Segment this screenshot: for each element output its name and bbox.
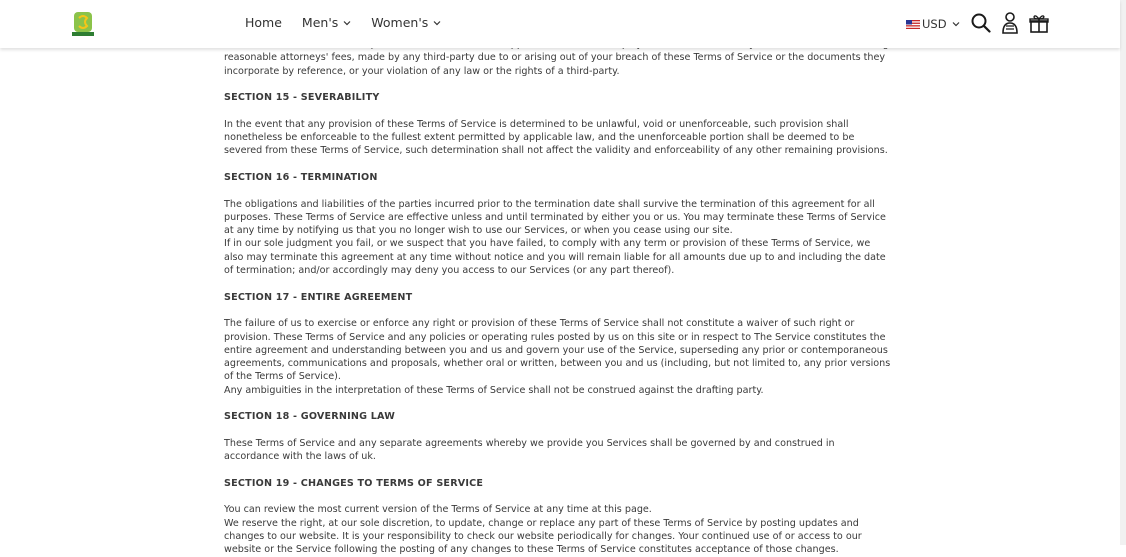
section-paragraph: We reserve the right, at our sole discretion, to update, change or replace any part of these Terms of Service by posting updates and changes to our website. It is your responsibility to check our website periodically for changes. Your continued use of or access to our website or the Service following the posting of any changes to these Terms of Service constitutes acceptance of those changes.: [224, 517, 862, 556]
nav-item-womens[interactable]: [371, 15, 441, 30]
site-header: [0, 0, 1120, 48]
nav-item-mens[interactable]: [302, 15, 351, 30]
section-paragraph: If in our sole judgment you fail, or we suspect that you have failed, to comply with any term or provision of these Terms of Service, we also may terminate this agreement at any time without notice and you will remain liable for all amounts due up to and including the date of termination; and/or accordingly may deny you access to our Services (or any part thereof).: [224, 238, 886, 277]
section-heading: SECTION 19 - CHANGES TO TERMS OF SERVICE: [224, 477, 484, 489]
section-paragraph: In the event that any provision of these Terms of Service is determined to be unlawful, void or unenforceable, such provision shall nonetheless be enforceable to the fullest extent permitted by applicable law, and the unenforceable portion shall be deemed to be severed from these Terms of Service, such determination shall not affect the validity and enforceability of any other remaining provisions.: [224, 118, 888, 157]
chevron-down-icon: [343, 19, 351, 27]
main-nav: [245, 15, 461, 30]
currency-label: USD: [922, 17, 947, 31]
user-icon[interactable]: [1001, 11, 1019, 35]
gift-icon[interactable]: [1029, 14, 1049, 34]
chevron-down-icon: [952, 20, 960, 28]
section-paragraph: Any ambiguities in the interpretation of these Terms of Service shall not be construed against the drafting party.: [224, 384, 764, 396]
brand-logo[interactable]: [70, 10, 96, 38]
section-heading: SECTION 16 - TERMINATION: [224, 171, 378, 183]
section-paragraph: The failure of us to exercise or enforce any right or provision of these Terms of Service shall not constitute a waiver of such right or provision. These Terms of Service and any policies or operating rules posted by us on this site or in respect to The Service constitutes the entire agreement and understanding between you and us and govern your use of the Service, superseding any prior or contemporaneous agreements, communications and proposals, whether oral or written, between you and us (including, but not limited to, any prior versions of the Terms of Service).: [224, 318, 891, 383]
nav-item-label: Women's: [371, 15, 429, 30]
us-flag-icon: [906, 20, 920, 29]
section-paragraph: reasonable attorneys' fees, made by any third-party due to or arising out of your breach of these Terms of Service or the documents they incorporate by reference, or your violation of any law or the rights of a third-party.: [224, 52, 886, 77]
chevron-down-icon: [433, 19, 441, 27]
nav-item-label: Men's: [301, 15, 339, 30]
page-scrollbar[interactable]: [1120, 0, 1126, 545]
section-heading: SECTION 15 - SEVERABILITY: [224, 92, 380, 104]
section-paragraph: These Terms of Service and any separate agreements whereby we provide you Services shall be governed by and construed in accordance with the laws of uk.: [224, 437, 835, 463]
nav-item-label: Home: [245, 15, 282, 30]
terms-content: [224, 38, 892, 557]
section-paragraph: You can review the most current version of the Terms of Service at any time at this page.: [224, 504, 652, 516]
currency-selector[interactable]: [906, 17, 960, 31]
search-icon[interactable]: [971, 13, 991, 34]
section-paragraph: The obligations and liabilities of the parties incurred prior to the termination date shall survive the termination of this agreement for all purposes. These Terms of Service are effective unless and until terminated by either you or us. You may terminate these Terms of Service at any time by notifying us that you no longer wish to use our Services, or when you cease using our site.: [224, 198, 886, 237]
nav-item-home[interactable]: [245, 15, 282, 30]
section-heading: SECTION 17 - ENTIRE AGREEMENT: [224, 291, 413, 303]
section-heading: SECTION 18 - GOVERNING LAW: [224, 411, 396, 423]
